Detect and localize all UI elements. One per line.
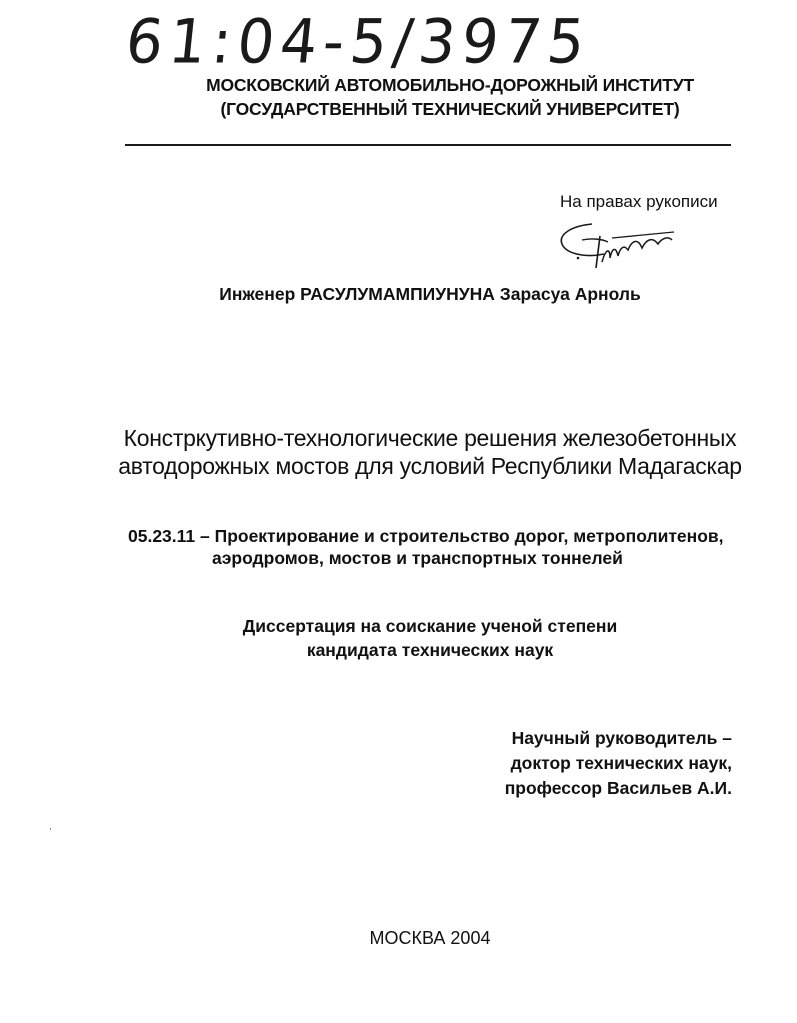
degree-line1: Диссертация на соискание ученой степени bbox=[242, 616, 618, 636]
specialty-continuation: аэродромов, мостов и транспортных тоннелей bbox=[212, 548, 623, 568]
author-name: Инженер РАСУЛУМАМПИУНУНА Зарасуа Арноль bbox=[219, 284, 641, 304]
supervisor-role: Научный руководитель – bbox=[511, 728, 732, 748]
supervisor-block bbox=[505, 726, 732, 801]
institute-name: МОСКОВСКИЙ АВТОМОБИЛЬНО-ДОРОЖНЫЙ ИНСТИТУТ bbox=[206, 75, 694, 95]
thesis-title bbox=[0, 424, 797, 480]
handwritten-archive-number: 61:04-5/3975 bbox=[122, 6, 595, 78]
rights-note: На правах рукописи bbox=[560, 192, 718, 211]
signature-icon bbox=[552, 218, 682, 283]
degree-line2: кандидата технических наук bbox=[306, 640, 554, 660]
thesis-title-line1: Констркутивно-технологические решения железобетонных bbox=[123, 425, 737, 451]
header-divider bbox=[125, 144, 731, 146]
scan-speck bbox=[50, 828, 51, 830]
specialty-code: 05.23.11 – Проектирование и строительство дорог, метрополитенов, bbox=[128, 526, 724, 546]
degree-statement bbox=[0, 614, 797, 662]
supervisor-name: профессор Васильев А.И. bbox=[504, 778, 732, 798]
institute-subtitle: (ГОСУДАРСТВЕННЫЙ ТЕХНИЧЕСКИЙ УНИВЕРСИТЕТ) bbox=[220, 99, 680, 119]
city-year: МОСКВА 2004 bbox=[369, 928, 491, 948]
supervisor-degree: доктор технических наук, bbox=[510, 753, 732, 773]
thesis-title-line2: автодорожных мостов для условий Республики Мадагаскар bbox=[118, 453, 742, 479]
